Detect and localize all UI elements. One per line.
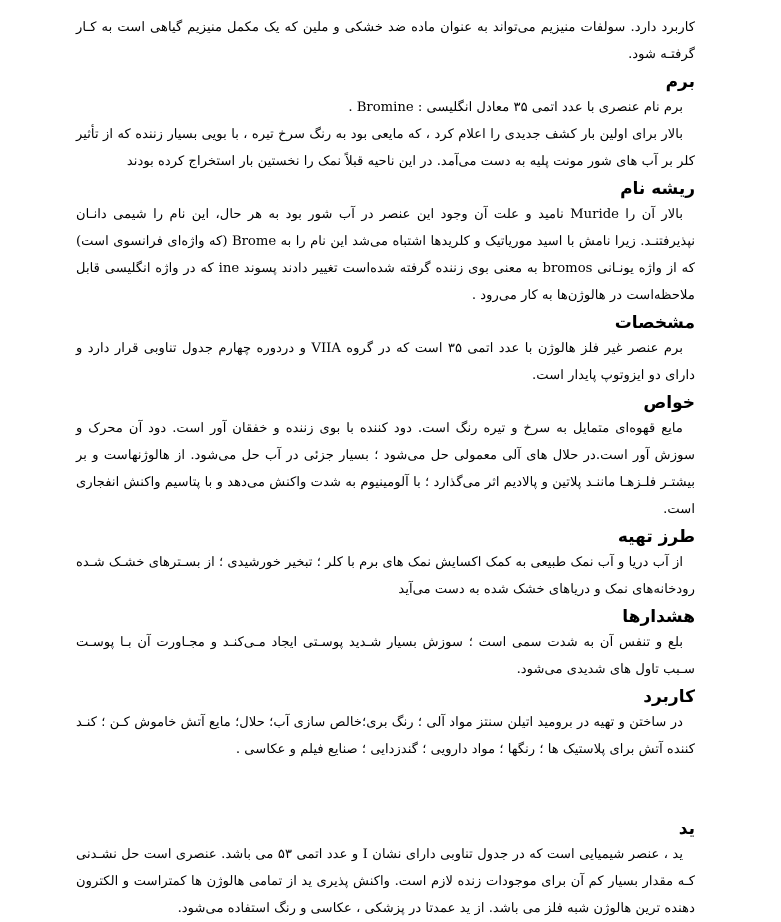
section-heading-iodine: ید bbox=[678, 819, 695, 839]
section-heading-specifications: مشخصات bbox=[614, 313, 695, 333]
section-heading-applications: کاربرد bbox=[643, 687, 695, 707]
preparation-paragraph: از آب دریا و آب نمک طبیعی به کمک اکسایش نمک های برم با کلر ؛ تبخیر خورشیدی ؛ از بسـترهای خشـک شـده رودخانه‌های نمک و دریاهای خشک شده به دست می‌آید bbox=[76, 555, 695, 597]
specifications-paragraph: برم عنصر غیر فلز هالوژن با عدد اتمی ۳۵ است که در گروه VIIA و دردوره چهارم جدول تناوبی قرار دارد و دارای دو ایزوتوپ پایدار است. bbox=[76, 341, 695, 383]
bromine-definition: برم نام عنصری با عدد اتمی ۳۵ معادل انگلیسی : Bromine . bbox=[348, 100, 683, 115]
applications-paragraph: در ساختن و تهیه در برومید اتیلن سنتز مواد آلی ؛ رنگ بری؛خالص سازی آب؛ حلال؛ مایع آتش خاموش کـن ؛ کنـد کننده آتش برای پلاستیک ها ؛ رنگها ؛ مواد دارویی ؛ گندزدایی ؛ صنایع فیلم و عکاسی . bbox=[76, 715, 695, 757]
bromine-discovery: بالار برای اولین بار کشف جدیدی را اعلام کرد ، که مایعی بود به رنگ سرخ تیره ، با بویی بسیار زننده که از تأثیر کلر بر آب های شور مونت پلیه به دست می‌آمد. در این ناحیه قبلاً نمک را نخستین بار استخراج کرده بودند bbox=[76, 127, 695, 169]
iodine-paragraph: ید ، عنصر شیمیایی است که در جدول تناوبی دارای نشان I و عدد اتمی ۵۳ می باشد. عنصری است حل نشـدنی کـه مقدار بسیار کم آن برای موجودات زنده لازم است. واکنش پذیری ید از تمامی هالوژن ها کمتراست و الکترون دهنده ترین هالوژن شبه فلز می باشد. از ید عمدتا در پزشکی ، عکاسی و رنگ استفاده می‌شود. bbox=[76, 847, 695, 916]
properties-paragraph: مایع قهوه‌ای متمایل به سرخ و تیره رنگ است. دود کننده با بوی زننده و خفقان آور است. دود آن محرک و سوزش آور است.در حلال های آلی معمولی حل می‌شود ؛ بسیار جزئی در آب حل می‌شود. از هالوژنهاست و بر بیشتـر فلـزهـا ماننـد پلاتین و پالادیم اثر می‌گذارد ؛ با آلومینیوم به شدت واکنش می‌دهد و با پتاسیم واکنش انفجاری است. bbox=[76, 421, 695, 517]
section-heading-bromine: برم bbox=[665, 72, 695, 92]
section-heading-properties: خواص bbox=[643, 393, 695, 413]
section-heading-preparation: طرز تهیه bbox=[617, 527, 695, 547]
section-heading-etymology: ریشه نام bbox=[620, 179, 695, 199]
intro-paragraph: کاربرد دارد. سولفات منیزیم می‌تواند به عنوان ماده ضد خشکی و ملین که یک مکمل منیزیم گیاهی است به کـار گرفتـه شود. bbox=[76, 20, 695, 62]
section-heading-warnings: هشدارها bbox=[622, 607, 695, 627]
section-spacer bbox=[76, 763, 695, 815]
etymology-paragraph: بالار آن را Muride نامید و علت آن وجود این عنصر در آب شور بود به هر حال، این نام را شیمی دانـان نپذیرفتنـد. زیرا نامش با اسید موریاتیک و کلریدها اشتباه می‌شد این نام را به Brome (که واژه‌ای فرانسوی است) که از واژه یونـانی bromos به معنی بوی زننده گرفته شده‌است تغییر دادند پسوند ine که در واژه انگلیسی قابل ملاحظه‌است در هالوژن‌ها به کار می‌رود . bbox=[76, 207, 695, 303]
warnings-paragraph: بلع و تنفس آن به شدت سمی است ؛ سوزش بسیار شـدید پوسـتی ایجاد مـی‌کنـد و مجـاورت آن بـا پوسـت سـبب تاول های شدیدی می‌شود. bbox=[76, 635, 695, 677]
